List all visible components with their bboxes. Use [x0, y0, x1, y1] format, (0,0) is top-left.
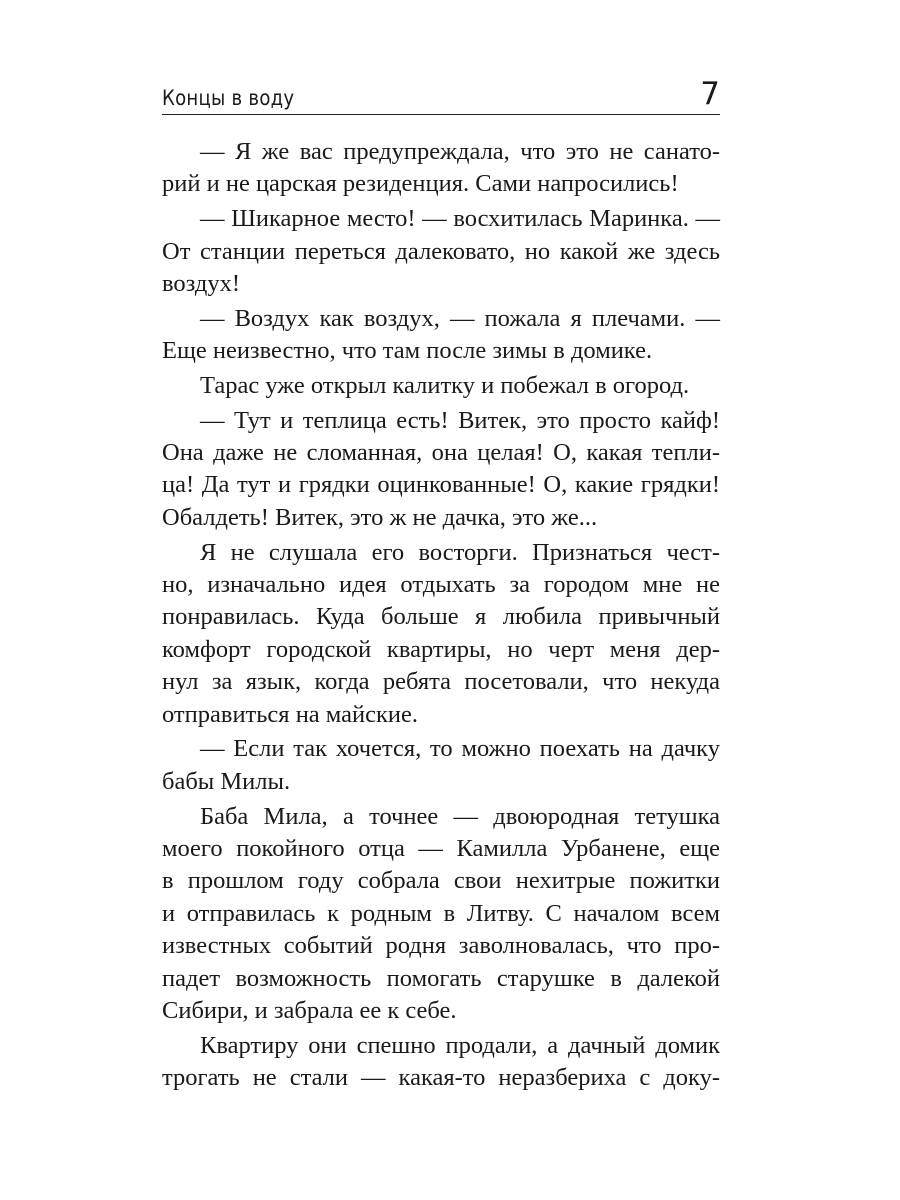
text-line: и отправилась к родным в Литву. С началом всем — [162, 899, 720, 927]
text-line: Я не слушала его восторги. Признаться чест- — [200, 538, 720, 566]
text-line: бабы Милы. — [162, 767, 291, 795]
page-header — [162, 70, 720, 115]
text-line: воздух! — [162, 269, 241, 297]
text-line: падет возможность помогать старушке в далекой — [162, 964, 720, 992]
text-line: понравилась. Куда больше я любила привычный — [162, 603, 720, 631]
text-line: ца! Да тут и грядки оцинкованные! О, какие грядки! — [162, 471, 720, 499]
running-title: Концы в воду — [162, 86, 295, 110]
text-line: — Шикарное место! — восхитилась Маринка. — — [200, 205, 720, 233]
text-line: Сибири, и забрала ее к себе. — [162, 996, 457, 1024]
text-line: известных событий родня заволновалась, что про- — [162, 932, 720, 960]
text-line: Обалдеть! Витек, это ж не дачка, это же... — [162, 503, 598, 531]
text-line: От станции переться далековато, но какой же здесь — [162, 237, 720, 265]
text-line: — Тут и теплица есть! Витек, это просто кайф! — [200, 406, 720, 434]
text-line: Квартиру они спешно продали, а дачный домик — [200, 1031, 720, 1059]
text-line: Она даже не сломанная, она целая! О, какая тепли- — [162, 439, 720, 467]
text-line: комфорт городской квартиры, но черт меня дер- — [162, 635, 720, 663]
text-line: — Я же вас предупреждала, что это не санато- — [200, 138, 720, 165]
text-line: Тарас уже открыл калитку и побежал в огород. — [200, 371, 690, 399]
text-line: рий и не царская резиденция. Сами напросились! — [162, 170, 679, 198]
text-line: Еще неизвестно, что там после зимы в домике. — [162, 337, 653, 365]
text-line: — Если так хочется, то можно поехать на дачку — [200, 735, 720, 763]
page-number: 7 — [700, 76, 720, 112]
text-line: Баба Мила, а точнее — двоюродная тетушка — [200, 802, 720, 830]
text-line: но, изначально идея отдыхать за городом мне не — [162, 571, 720, 599]
text-line: трогать не стали — какая-то неразбериха с доку- — [162, 1064, 720, 1092]
text-line: моего покойного отца — Камилла Урбанене, еще — [162, 834, 720, 862]
text-line: отправиться на майские. — [162, 700, 419, 728]
body-text — [162, 136, 720, 1094]
text-line: в прошлом году собрала свои нехитрые пожитки — [162, 867, 720, 895]
text-line: — Воздух как воздух, — пожала я плечами. — — [200, 304, 720, 332]
text-line: нул за язык, когда ребята посетовали, что некуда — [162, 668, 720, 696]
